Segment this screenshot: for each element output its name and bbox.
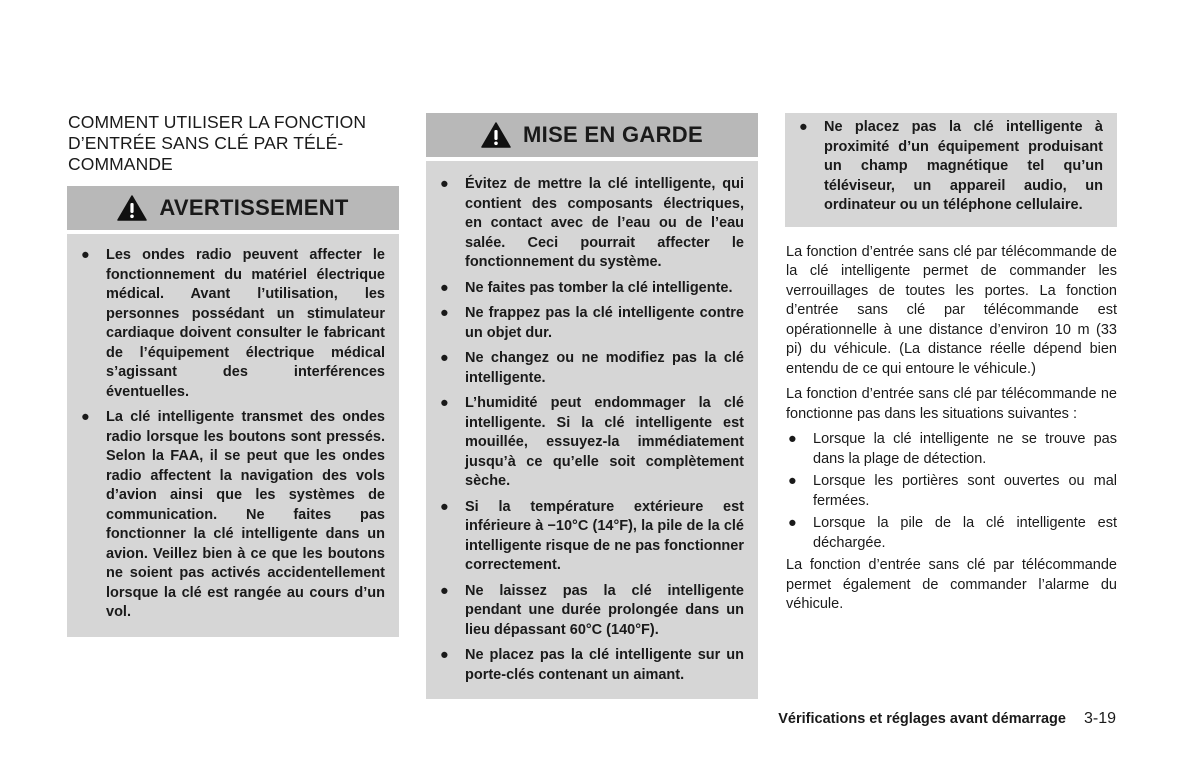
- bullet-icon: ●: [440, 176, 449, 192]
- warning-header: [67, 186, 399, 230]
- bullet-icon: ●: [81, 409, 90, 425]
- warning-body: [67, 234, 399, 637]
- bullet-icon: ●: [440, 498, 449, 515]
- caution-item: ● Évitez de mettre la clé intelligente, qui contient des composants électriques, en contact avec de l’eau ou de l’eau salée. Ceci pourrait affecter le fonctionnement du système.: [440, 176, 744, 270]
- caution-item: ● Ne placez pas la clé intelligente sur un porte-clés contenant un aimant.: [440, 647, 744, 683]
- caution-item: ● Ne frappez pas la clé intelligente contre un objet dur.: [440, 305, 744, 341]
- warning-triangle-icon: [481, 122, 511, 148]
- caution-header: [426, 113, 758, 157]
- caution-item: ● Ne changez ou ne modifiez pas la clé intelligente.: [440, 350, 744, 386]
- bullet-icon: ●: [440, 582, 449, 599]
- bullet-icon: ●: [788, 431, 797, 447]
- caution-item: ● L’humidité peut endommager la clé intelligente. Si la clé intelligente est mouillée, essuyez-la immédiatement jusqu’à ce qu’elle soit complètement sèche.: [440, 395, 744, 489]
- bullet-icon: ●: [81, 247, 90, 263]
- right-column: [785, 113, 1117, 621]
- caution-item: ● Ne faites pas tomber la clé intelligente.: [438, 279, 744, 299]
- caution-continued-body: [785, 113, 1117, 227]
- bullet-icon: ●: [440, 395, 449, 411]
- caution-item: ● Ne placez pas la clé intelligente à proximité d’un équipement produisant un champ magnétique tel qu’un téléviseur, un appareil audio, un ordinateur ou un téléphone cellulaire.: [799, 119, 1103, 213]
- list-item: ● Lorsque les portières sont ouvertes ou mal fermées.: [788, 473, 1117, 509]
- paragraph: La fonction d’entrée sans clé par télécommande ne fonctionne pas dans les situations suivantes :: [786, 386, 1117, 422]
- warning-label: AVERTISSEMENT: [159, 195, 349, 220]
- chapter-title: Vérifications et réglages avant démarrage: [778, 711, 1066, 727]
- list-item: ● Lorsque la clé intelligente ne se trouve pas dans la plage de détection.: [788, 431, 1117, 467]
- bullet-icon: ●: [788, 473, 797, 489]
- bullet-icon: ●: [440, 350, 449, 366]
- caution-item: ● Ne laissez pas la clé intelligente pendant une durée prolongée dans un lieu dépassant 60°C (140°F).: [440, 582, 744, 638]
- bullet-icon: ●: [440, 279, 449, 296]
- caution-body: [426, 161, 758, 699]
- caution-item: ● Si la température extérieure est inférieure à −10°C (14°F), la pile de la clé intelligente risque de ne pas fonctionner correctement.: [440, 498, 744, 573]
- middle-column: [426, 113, 758, 699]
- page-footer: [778, 710, 1116, 728]
- section-title: COMMENT UTILISER LA FONCTION D’ENTRÉE SANS CLÉ PAR TÉLÉ-COMMANDE: [68, 112, 367, 174]
- list-item: ● Lorsque la pile de la clé intelligente est déchargée.: [788, 515, 1117, 551]
- bullet-icon: ●: [440, 647, 449, 663]
- warning-triangle-icon: [117, 195, 147, 221]
- paragraph: La fonction d’entrée sans clé par télécommande de la clé intelligente permet de commander les verrouillages de toutes les portes. La fonction d’entrée sans clé par télécommande est opérationnelle à une distance d’environ 10 m (33 pi) du véhicule. (La distance réelle dépend bien entendu de ce qui entoure le véhicule.): [786, 243, 1117, 377]
- caution-label: MISE EN GARDE: [523, 122, 703, 147]
- bullet-icon: ●: [440, 305, 449, 321]
- left-column: [67, 112, 399, 637]
- paragraph: La fonction d’entrée sans clé par télécommande permet également de commander l’alarme du véhicule.: [786, 557, 1117, 612]
- page-number: 3-19: [1083, 710, 1116, 727]
- bullet-icon: ●: [788, 515, 797, 531]
- body-text: [785, 243, 1117, 615]
- bullet-icon: ●: [799, 119, 808, 135]
- warning-item: ● La clé intelligente transmet des ondes radio lorsque les boutons sont pressés. Selon la FAA, il se peut que les ondes radio affectent la navigation des vols d’avion ainsi que les systèmes de communication. Ne faites pas fonctionner la clé intelligente dans un avion. Veillez bien à ce que les boutons ne soient pas activés accidentellement lorsque la clé est rangée au cours d’un vol.: [81, 409, 385, 620]
- warning-item: ● Les ondes radio peuvent affecter le fonctionnement du matériel électrique médical. Avant l’utilisation, les personnes possédant un stimulateur cardiaque doivent consulter le fabricant de l’équipement électrique médical s’agissant des interférences éventuelles.: [81, 247, 385, 400]
